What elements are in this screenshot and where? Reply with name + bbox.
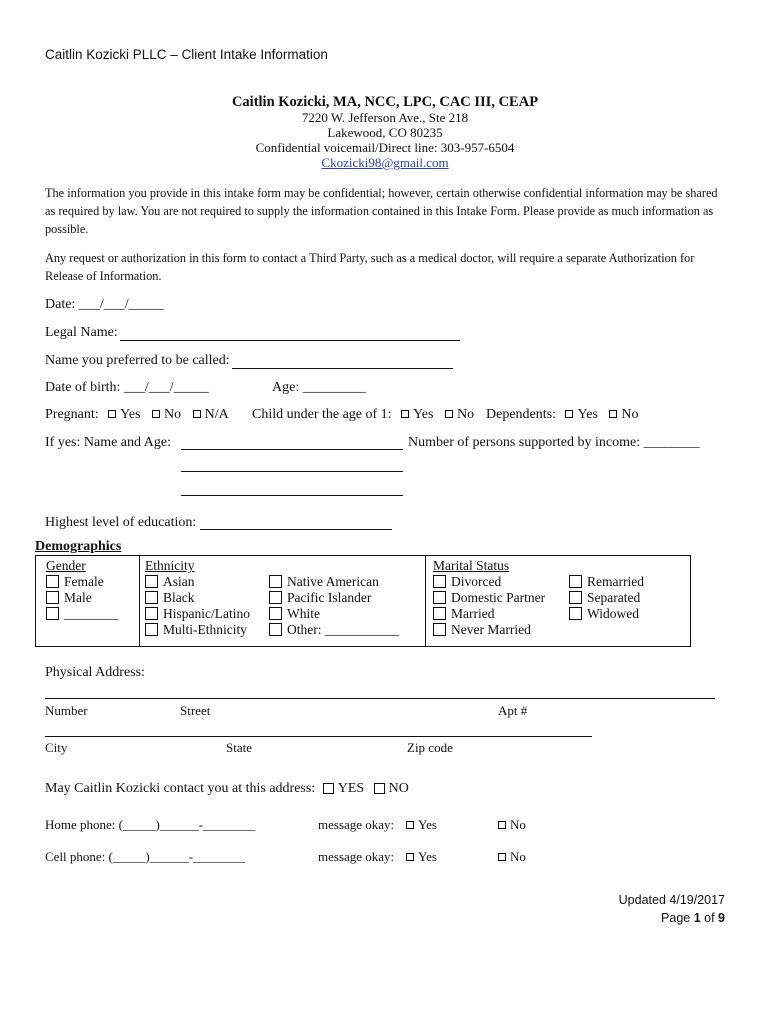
checkbox-icon[interactable]	[145, 623, 158, 636]
gender-header: Gender	[46, 558, 86, 573]
provider-address-line1: 7220 W. Jefferson Ave., Ste 218	[301, 110, 469, 125]
marital-option-widowed[interactable]: Widowed	[569, 606, 639, 622]
contact-permission-row	[45, 781, 409, 797]
education-input-line[interactable]	[200, 529, 392, 530]
physical-address-label: Physical Address:	[45, 665, 145, 680]
checkbox-icon[interactable]	[433, 623, 446, 636]
checkbox-icon[interactable]	[269, 575, 282, 588]
dependents-yes-option[interactable]: Yes	[565, 407, 597, 422]
checkbox-icon[interactable]	[433, 607, 446, 620]
gender-option-other[interactable]: ________	[46, 606, 118, 622]
contact-no-option[interactable]: NO	[374, 781, 409, 796]
preferred-name-label: Name you preferred to be called:	[45, 353, 230, 368]
home-phone-field[interactable]: Home phone: (_____)______-________	[45, 817, 256, 832]
ethnicity-option-other[interactable]: Other: ___________	[269, 622, 399, 638]
cell-phone-field[interactable]: Cell phone: (_____)______-________	[45, 849, 246, 864]
address-city-label: City	[45, 740, 68, 755]
checkbox-icon[interactable]	[498, 821, 506, 829]
home-message-yes-option[interactable]: Yes	[406, 817, 437, 833]
marital-option-domestic-partner[interactable]: Domestic Partner	[433, 590, 545, 606]
checkbox-icon[interactable]	[269, 623, 282, 636]
checkbox-icon[interactable]	[406, 853, 414, 861]
marital-status-header: Marital Status	[433, 558, 510, 573]
marital-option-never-married[interactable]: Never Married	[433, 622, 531, 638]
contact-yes-option[interactable]: YES	[323, 781, 364, 796]
checkbox-icon[interactable]	[145, 607, 158, 620]
date-field[interactable]: Date: ___/___/_____	[45, 297, 164, 312]
pregnant-label: Pregnant:	[45, 407, 99, 422]
address-zip-label: Zip code	[407, 740, 453, 755]
marital-option-married[interactable]: Married	[433, 606, 494, 622]
checkbox-icon[interactable]	[401, 410, 409, 418]
ethnicity-option-native-american[interactable]: Native American	[269, 574, 379, 590]
ethnicity-option-white[interactable]: White	[269, 606, 320, 622]
address-state-label: State	[226, 740, 252, 755]
legal-name-input-line[interactable]	[120, 340, 460, 341]
checkbox-icon[interactable]	[193, 410, 201, 418]
checkbox-icon[interactable]	[269, 591, 282, 604]
provider-address-line2: Lakewood, CO 80235	[327, 125, 443, 140]
ethnicity-option-black[interactable]: Black	[145, 590, 195, 606]
dependent-name-line-1[interactable]	[181, 449, 403, 450]
checkbox-icon[interactable]	[433, 591, 446, 604]
ethnicity-option-pacific-islander[interactable]: Pacific Islander	[269, 590, 371, 606]
gender-option-female[interactable]: Female	[46, 574, 104, 590]
ethnicity-option-asian[interactable]: Asian	[145, 574, 195, 590]
date-of-birth-field[interactable]: Date of birth: ___/___/_____	[45, 380, 209, 395]
child-under-one-label: Child under the age of 1:	[252, 407, 392, 422]
contact-permission-question: May Caitlin Kozicki contact you at this address:	[45, 781, 316, 796]
pregnant-yes-option[interactable]: Yes	[108, 407, 140, 422]
ethnicity-option-hispanic[interactable]: Hispanic/Latino	[145, 606, 250, 622]
checkbox-icon[interactable]	[609, 410, 617, 418]
home-message-no-option[interactable]: No	[498, 817, 526, 833]
persons-supported-field[interactable]: Number of persons supported by income: ________	[408, 435, 700, 450]
cell-message-okay-label: message okay:	[318, 849, 395, 864]
gender-option-male[interactable]: Male	[46, 590, 92, 606]
demographics-title: Demographics	[35, 539, 122, 554]
ethnicity-header: Ethnicity	[145, 558, 195, 573]
checkbox-icon[interactable]	[569, 607, 582, 620]
updated-date: Updated 4/19/2017	[618, 893, 725, 907]
column-divider	[425, 556, 426, 646]
checkbox-icon[interactable]	[445, 410, 453, 418]
pregnant-row	[45, 407, 229, 423]
cell-message-yes-option[interactable]: Yes	[406, 849, 437, 865]
ethnicity-option-multi[interactable]: Multi-Ethnicity	[145, 622, 247, 638]
checkbox-icon[interactable]	[498, 853, 506, 861]
marital-option-separated[interactable]: Separated	[569, 590, 640, 606]
dependent-name-line-3[interactable]	[181, 495, 403, 496]
provider-email-link[interactable]: Ckozicki98@gmail.com	[321, 155, 449, 170]
checkbox-icon[interactable]	[46, 591, 59, 604]
checkbox-icon[interactable]	[569, 575, 582, 588]
checkbox-icon[interactable]	[374, 783, 385, 794]
checkbox-icon[interactable]	[569, 591, 582, 604]
address-number-label: Number	[45, 703, 88, 718]
checkbox-icon[interactable]	[406, 821, 414, 829]
if-yes-name-age-label: If yes: Name and Age:	[45, 435, 171, 450]
intro-paragraph-third-party: Any request or authorization in this form to contact a Third Party, such as a medical doctor, will require a separate Authorization for Release of Information.	[45, 251, 695, 283]
checkbox-icon[interactable]	[108, 410, 116, 418]
intro-paragraph-confidentiality: The information you provide in this intake form may be confidential; however, certain otherwise confidential information may be shared as required by law. You are not required to supply the information contained in this Intake Form. Please provide as much information as possible.	[45, 186, 718, 236]
dependents-row	[486, 407, 638, 423]
child-under-one-row	[252, 407, 474, 423]
checkbox-icon[interactable]	[433, 575, 446, 588]
pregnant-na-option[interactable]: N/A	[193, 407, 229, 422]
legal-name-label: Legal Name:	[45, 325, 118, 340]
age-field[interactable]: Age: _________	[272, 380, 366, 395]
provider-phone: Confidential voicemail/Direct line: 303-957-6504	[255, 140, 515, 155]
checkbox-icon[interactable]	[269, 607, 282, 620]
demographics-table	[35, 555, 691, 647]
marital-option-divorced[interactable]: Divorced	[433, 574, 501, 590]
checkbox-icon[interactable]	[46, 607, 59, 620]
address-apt-label: Apt #	[498, 703, 528, 718]
checkbox-icon[interactable]	[323, 783, 334, 794]
child-yes-option[interactable]: Yes	[401, 407, 433, 422]
checkbox-icon[interactable]	[145, 575, 158, 588]
checkbox-icon[interactable]	[46, 575, 59, 588]
marital-option-remarried[interactable]: Remarried	[569, 574, 644, 590]
street-address-input-line[interactable]	[45, 698, 715, 699]
page-number: Page 1 of 9	[661, 911, 725, 925]
checkbox-icon[interactable]	[145, 591, 158, 604]
checkbox-icon[interactable]	[152, 410, 160, 418]
preferred-name-input-line[interactable]	[232, 368, 453, 369]
home-message-okay-label: message okay:	[318, 817, 395, 832]
cell-message-no-option[interactable]: No	[498, 849, 526, 865]
address-street-label: Street	[180, 703, 211, 718]
dependents-label: Dependents:	[486, 407, 556, 422]
provider-name: Caitlin Kozicki, MA, NCC, LPC, CAC III, CEAP	[231, 94, 539, 110]
education-label: Highest level of education:	[45, 515, 197, 530]
column-divider	[139, 556, 140, 646]
checkbox-icon[interactable]	[565, 410, 573, 418]
city-state-zip-input-line[interactable]	[45, 736, 592, 737]
page-header-title: Caitlin Kozicki PLLC – Client Intake Information	[45, 47, 328, 62]
pregnant-no-option[interactable]: No	[152, 407, 181, 422]
dependents-no-option[interactable]: No	[609, 407, 638, 422]
child-no-option[interactable]: No	[445, 407, 474, 422]
dependent-name-line-2[interactable]	[181, 471, 403, 472]
